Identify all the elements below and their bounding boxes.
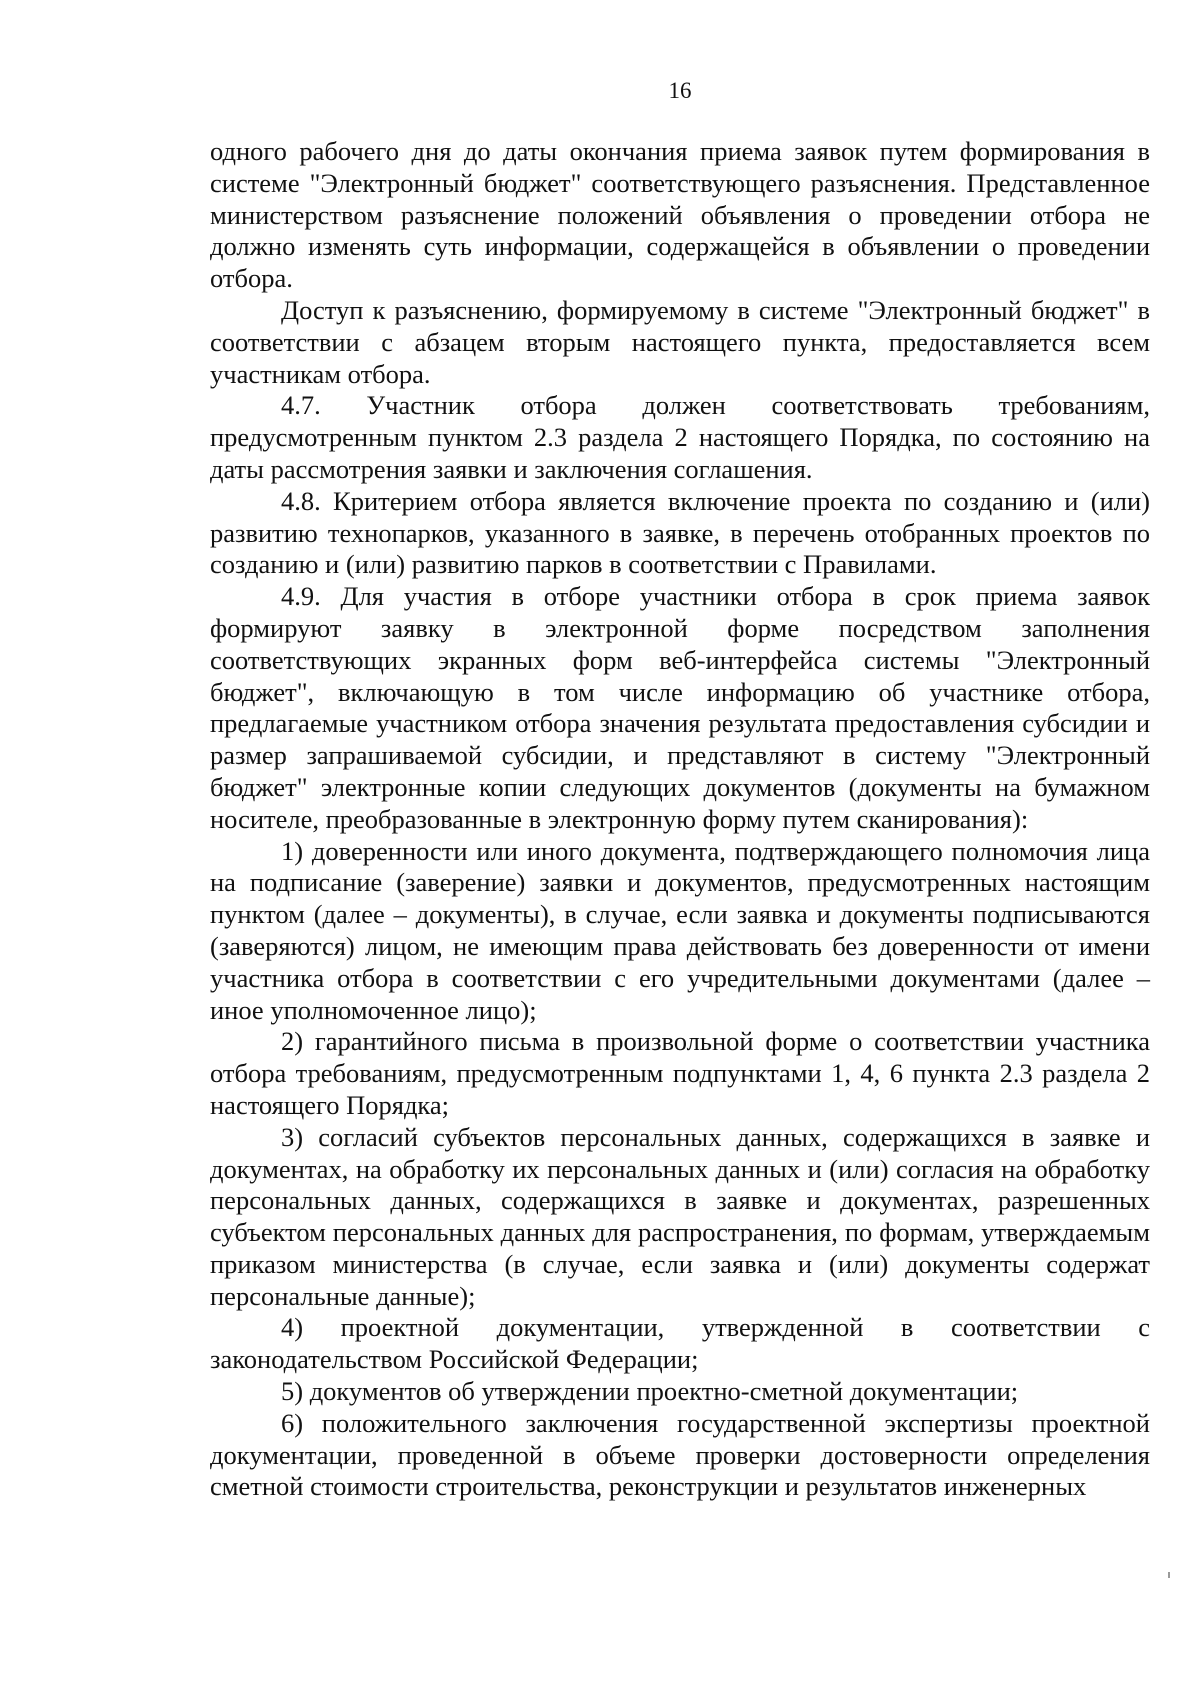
document-body: [210, 136, 1150, 1503]
paragraph-access-clarification: Доступ к разъяснению, формируемому в системе "Электронный бюджет" в соответствии с абзацем вторым настоящего пункта, предоставляется всем участникам отбора.: [210, 294, 1150, 389]
page-number: 16: [668, 78, 692, 103]
paragraph-4-7: 4.7. Участник отбора должен соответствовать требованиям, предусмотренным пунктом 2.3 раздела 2 настоящего Порядка, по состоянию на даты рассмотрения заявки и заключения соглашения.: [210, 390, 1150, 484]
paragraph-4-9: 4.9. Для участия в отборе участники отбора в срок приема заявок формируют заявку в электронной форме посредством заполнения соответствующих экранных форм веб-интерфейса системы "Электронный бюджет", включающую в том числе информацию об участнике отбора, предлагаемые участником отбора значения результата предоставления субсидии и размер запрашиваемой субсидии, и представляют в систему "Электронный бюджет" электронные копии следующих документов (документы на бумажном носителе, преобразованные в электронную форму путем сканирования):: [210, 581, 1150, 834]
paragraph-4-8: 4.8. Критерием отбора является включение проекта по созданию и (или) развитию технопарков, указанного в заявке, в перечень отобранных проектов по созданию и (или) развитию парков в соответствии с Правилами.: [210, 485, 1150, 580]
list-item-1: 1) доверенности или иного документа, подтверждающего полномочия лица на подписание (заверение) заявки и документов, предусмотренных настоящим пунктом (далее – документы), в случае, если заявка и документы подписываются (заверяются) лицом, не имеющим права действовать без доверенности от имени участника отбора в соответствии с его учредительными документами (далее – иное уполномоченное лицо);: [210, 835, 1150, 1025]
list-item-4: 4) проектной документации, утвержденной в соответствии с законодательством Российской Федерации;: [210, 1312, 1150, 1375]
list-item-6: 6) положительного заключения государственной экспертизы проектной документации, проведенной в объеме проверки достоверности определения сметной стоимости строительства, реконструкции и результатов инженерных: [210, 1407, 1150, 1502]
list-item-2: 2) гарантийного письма в произвольной форме о соответствии участника отбора требованиям, предусмотренным подпунктами 1, 4, 6 пункта 2.3 раздела 2 настоящего Порядка;: [210, 1026, 1150, 1120]
list-item-5: 5) документов об утверждении проектно-сметной документации;: [281, 1376, 1019, 1407]
list-item-3: 3) согласий субъектов персональных данных, содержащихся в заявке и документах, на обработку их персональных данных и (или) согласия на обработку персональных данных, содержащихся в заявке и документах, разрешенных субъектом персональных данных для распространения, по формам, утверждаемым приказом министерства (в случае, если заявка и (или) документы содержат персональные данные);: [210, 1121, 1150, 1311]
scan-mark: [1168, 1572, 1170, 1578]
paragraph-continuation: одного рабочего дня до даты окончания приема заявок путем формирования в системе "Электронный бюджет" соответствующего разъяснения. Представленное министерством разъяснение положений объявления о проведении отбора не должно изменять суть информации, содержащейся в объявлении о проведении отбора.: [210, 136, 1150, 294]
